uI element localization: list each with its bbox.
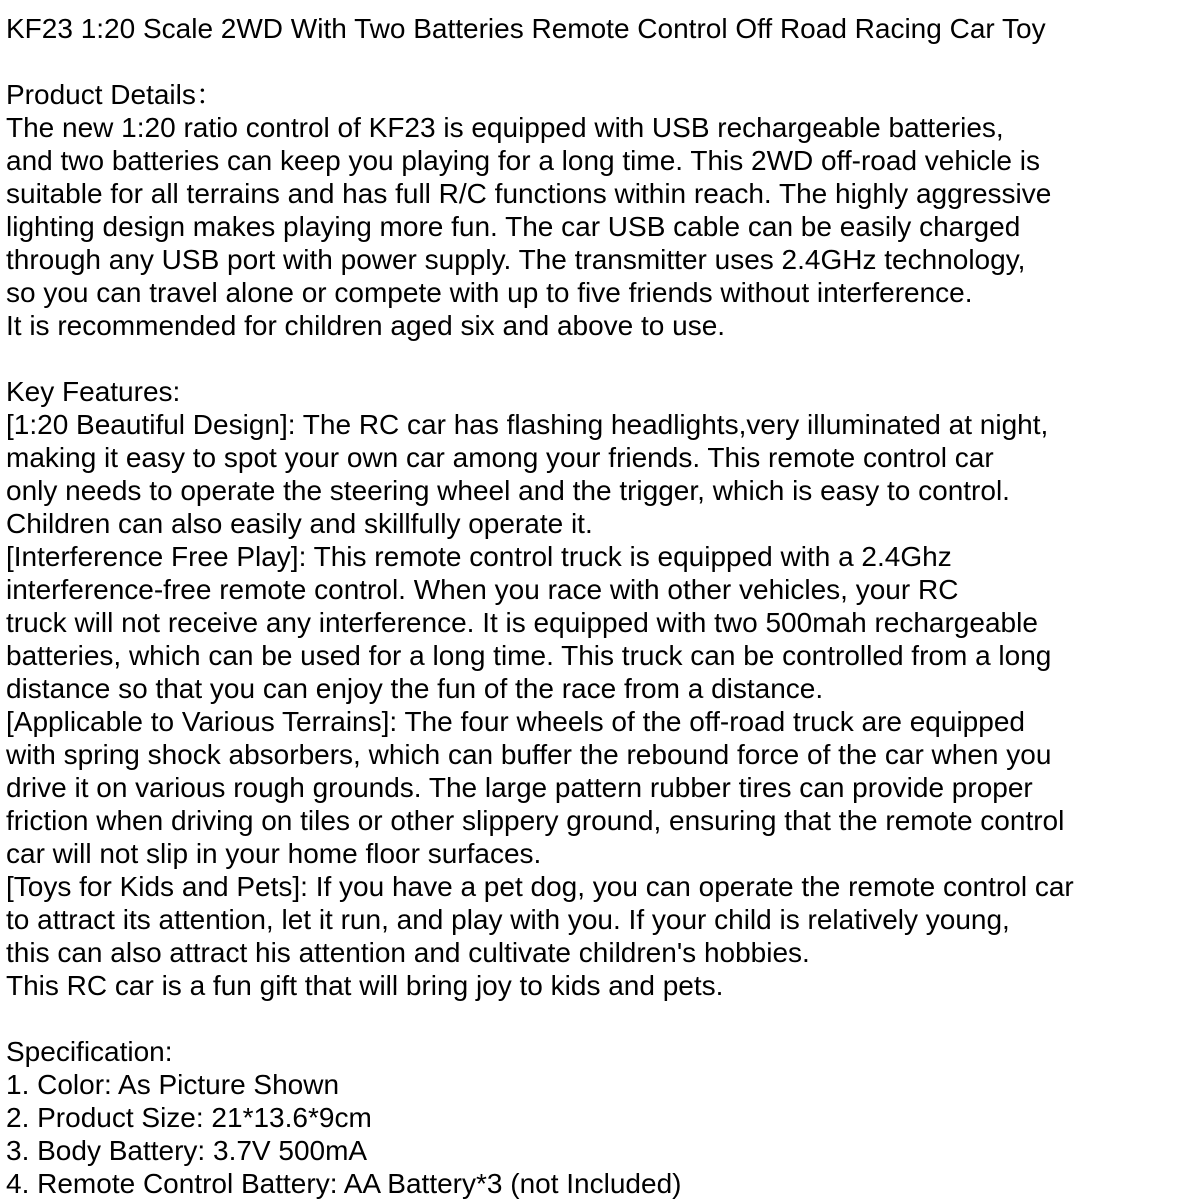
key-features-line: distance so that you can enjoy the fun of the race from a distance.	[6, 673, 824, 704]
key-features-line: This RC car is a fun gift that will bring joy to kids and pets.	[6, 970, 724, 1001]
key-features-line: drive it on various rough grounds. The large pattern rubber tires can provide proper	[6, 772, 1033, 803]
key-features-line: this can also attract his attention and cultivate children's hobbies.	[6, 937, 810, 968]
key-features-line: only needs to operate the steering wheel and the trigger, which is easy to control.	[6, 475, 1010, 506]
key-features-line: [Interference Free Play]: This remote control truck is equipped with a 2.4Ghz	[6, 541, 952, 572]
key-features-line: [Toys for Kids and Pets]: If you have a pet dog, you can operate the remote control car	[6, 871, 1074, 902]
specification-section	[6, 1035, 1196, 1200]
key-features-line: batteries, which can be used for a long time. This truck can be controlled from a long	[6, 640, 1052, 671]
specification-item: 2. Product Size: 21*13.6*9cm	[6, 1102, 372, 1133]
product-details-section	[6, 78, 1196, 342]
specification-item: 4. Remote Control Battery: AA Battery*3 (not Included)	[6, 1168, 682, 1199]
product-details-line: suitable for all terrains and has full R/C functions within reach. The highly aggressive	[6, 178, 1052, 209]
product-details-line: and two batteries can keep you playing for a long time. This 2WD off-road vehicle is	[6, 145, 1040, 176]
key-features-line: truck will not receive any interference. It is equipped with two 500mah rechargeable	[6, 607, 1038, 638]
product-details-heading: Product Details：	[6, 79, 224, 110]
specification-item: 3. Body Battery: 3.7V 500mA	[6, 1135, 368, 1166]
product-details-line: through any USB port with power supply. The transmitter uses 2.4GHz technology,	[6, 244, 1026, 275]
product-title: KF23 1:20 Scale 2WD With Two Batteries Remote Control Off Road Racing Car Toy	[6, 13, 1046, 44]
key-features-heading: Key Features:	[6, 376, 181, 407]
key-features-line: Children can also easily and skillfully operate it.	[6, 508, 593, 539]
key-features-line: making it easy to spot your own car among your friends. This remote control car	[6, 442, 994, 473]
product-description-document	[6, 12, 1196, 1200]
key-features-section	[6, 375, 1196, 1002]
key-features-line: to attract its attention, let it run, and play with you. If your child is relatively young,	[6, 904, 1010, 935]
specification-item: 1. Color: As Picture Shown	[6, 1069, 340, 1100]
product-details-line: so you can travel alone or compete with up to five friends without interference.	[6, 277, 973, 308]
spacer	[6, 1002, 1196, 1035]
key-features-line: interference-free remote control. When you race with other vehicles, your RC	[6, 574, 959, 605]
spacer	[6, 45, 1196, 78]
key-features-line: car will not slip in your home floor surfaces.	[6, 838, 542, 869]
spacer	[6, 342, 1196, 375]
key-features-line: [1:20 Beautiful Design]: The RC car has flashing headlights,very illuminated at night,	[6, 409, 1049, 440]
specification-heading: Specification:	[6, 1036, 173, 1067]
product-details-line: It is recommended for children aged six and above to use.	[6, 310, 726, 341]
key-features-line: [Applicable to Various Terrains]: The four wheels of the off-road truck are equipped	[6, 706, 1025, 737]
product-details-line: The new 1:20 ratio control of KF23 is equipped with USB rechargeable batteries,	[6, 112, 1004, 143]
product-details-line: lighting design makes playing more fun. The car USB cable can be easily charged	[6, 211, 1021, 242]
key-features-line: friction when driving on tiles or other slippery ground, ensuring that the remote control	[6, 805, 1065, 836]
key-features-line: with spring shock absorbers, which can buffer the rebound force of the car when you	[6, 739, 1052, 770]
